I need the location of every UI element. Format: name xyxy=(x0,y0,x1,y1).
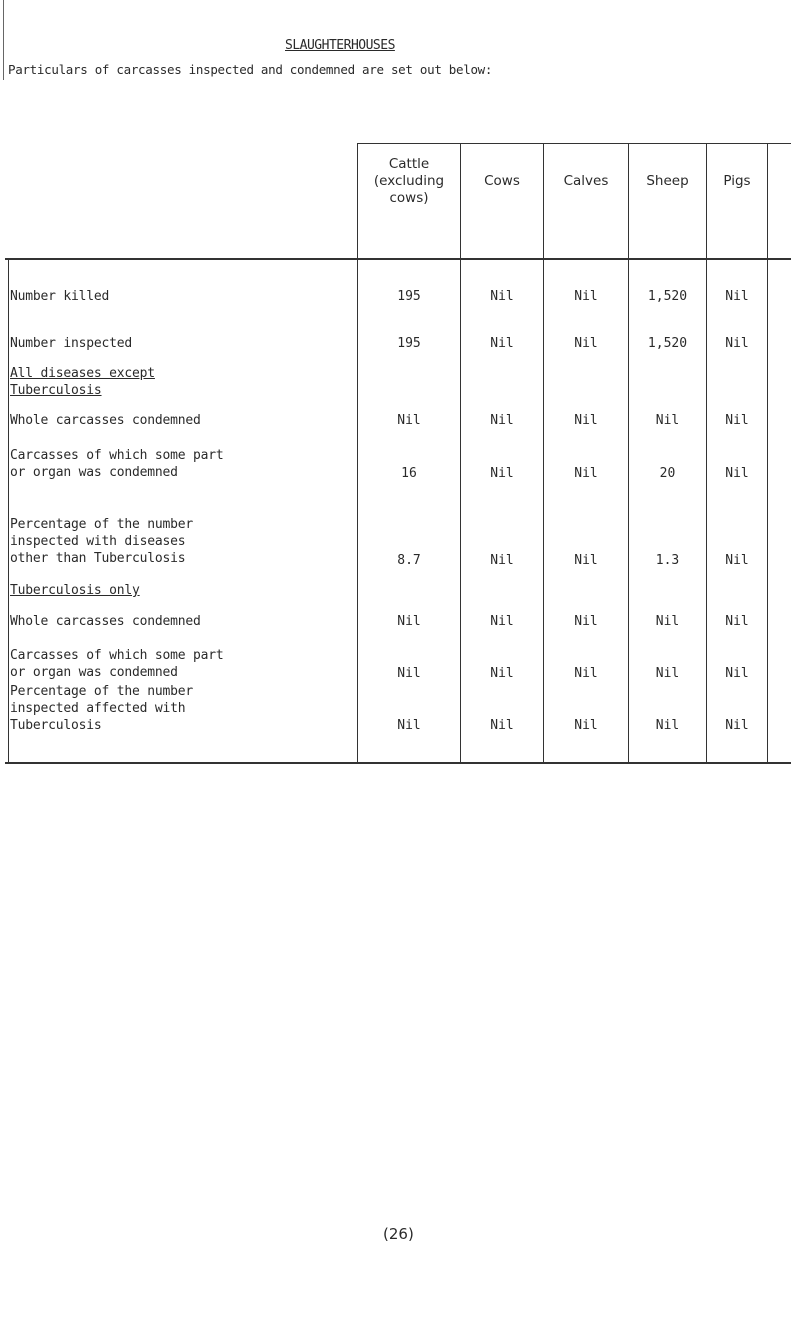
row-label: Carcasses of which some part or organ was condemned xyxy=(10,648,224,680)
row-label: Percentage of the number inspected with diseases other than Tuberculosis xyxy=(10,517,194,566)
table-cell: Nil xyxy=(490,718,514,733)
table-cell: Nil xyxy=(725,553,749,568)
table-cell: Nil xyxy=(490,289,514,304)
table-cell: 195 xyxy=(397,289,421,304)
table-cell: 16 xyxy=(401,466,417,481)
table-cell: Nil xyxy=(574,289,598,304)
table-cell: Nil xyxy=(397,718,421,733)
table-cell: Nil xyxy=(725,289,749,304)
section-heading: All diseases except Tuberculosis xyxy=(10,366,155,398)
col-rule-6 xyxy=(767,143,768,764)
table-cell: 8.7 xyxy=(397,553,421,568)
table-cell: Nil xyxy=(397,666,421,681)
section-heading: Tuberculosis only xyxy=(10,583,140,598)
table-cell: Nil xyxy=(574,614,598,629)
table-cell: Nil xyxy=(655,614,680,629)
table-cell: 1.3 xyxy=(655,553,680,568)
left-rule xyxy=(8,258,9,764)
table-cell: Nil xyxy=(655,413,680,428)
table-cell: Nil xyxy=(574,413,598,428)
intro-text: Particulars of carcasses inspected and condemned are set out below: xyxy=(8,62,493,77)
table-cell: Nil xyxy=(574,666,598,681)
table-cell: Nil xyxy=(655,666,680,681)
row-label: Number inspected xyxy=(10,336,133,351)
table-cell: Nil xyxy=(490,466,514,481)
table-bottom-rule xyxy=(5,762,791,764)
table-cell: Nil xyxy=(490,553,514,568)
table-cell: Nil xyxy=(490,336,514,351)
table-cell: Nil xyxy=(490,413,514,428)
header-bottom-rule xyxy=(5,258,791,260)
table-cell: 1,520 xyxy=(647,289,688,304)
table-cell: Nil xyxy=(655,718,680,733)
table-cell: Nil xyxy=(574,466,598,481)
table-cell: Nil xyxy=(725,466,749,481)
page-title: SLAUGHTERHOUSES xyxy=(285,38,395,53)
table-cell: Nil xyxy=(397,614,421,629)
col-header-calves: Calves xyxy=(563,173,609,189)
row-label: Whole carcasses condemned xyxy=(10,614,201,629)
row-label: Percentage of the number inspected affected with Tuberculosis xyxy=(10,684,194,733)
table-cell: Nil xyxy=(574,336,598,351)
page-number: (26) xyxy=(383,1225,414,1243)
table-cell: Nil xyxy=(574,718,598,733)
col-header-sheep: Sheep xyxy=(646,173,689,189)
table-cell: Nil xyxy=(490,614,514,629)
col-header-pigs: Pigs xyxy=(723,173,751,189)
table-cell: Nil xyxy=(490,666,514,681)
table-cell: Nil xyxy=(725,336,749,351)
table-cell: Nil xyxy=(725,718,749,733)
table-cell: 195 xyxy=(397,336,421,351)
table-cell: Nil xyxy=(574,553,598,568)
table-top-rule xyxy=(358,143,791,144)
table-cell: 1,520 xyxy=(647,336,688,351)
table-cell: 20 xyxy=(659,466,676,481)
col-header-cows: Cows xyxy=(484,173,520,189)
col-header-cattle: Cattle (excluding cows) xyxy=(373,156,445,206)
row-label: Number killed xyxy=(10,289,110,304)
table-cell: Nil xyxy=(725,666,749,681)
table-cell: Nil xyxy=(397,413,421,428)
table-cell: Nil xyxy=(725,614,749,629)
row-label: Carcasses of which some part or organ was condemned xyxy=(10,448,224,480)
row-label: Whole carcasses condemned xyxy=(10,413,201,428)
table-cell: Nil xyxy=(725,413,749,428)
